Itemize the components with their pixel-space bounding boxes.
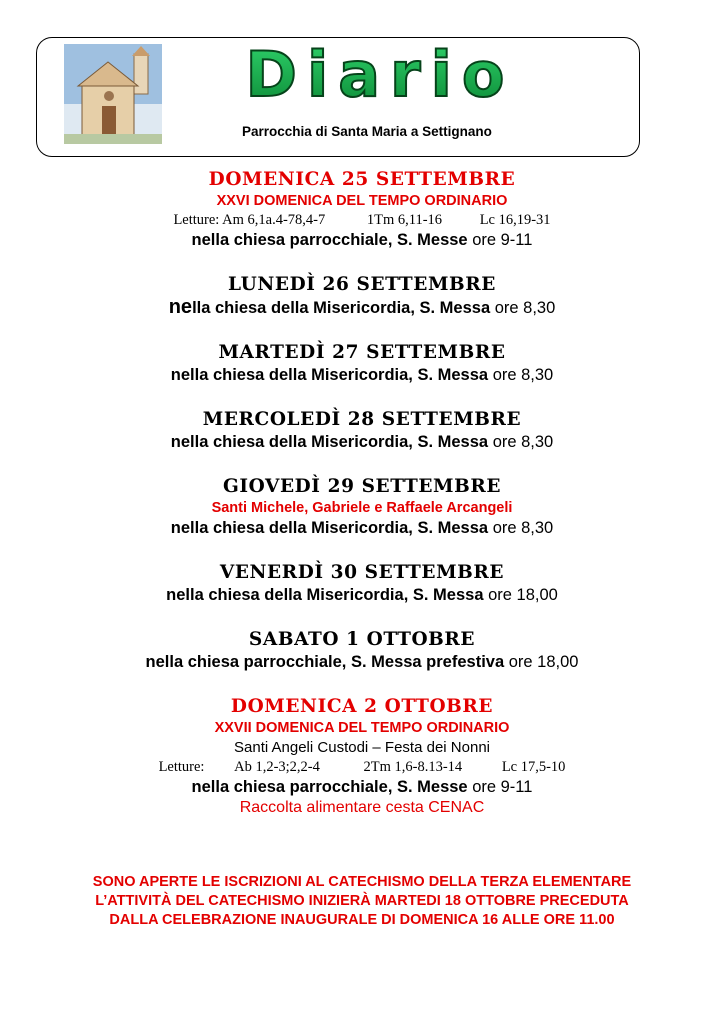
entry-date: MERCOLEDÌ 28 SETTEMBRE (202, 409, 522, 430)
entry-date: DOMENICA 2 OTTOBRE (230, 696, 494, 717)
entry-date: DOMENICA 25 SETTEMBRE (208, 169, 516, 190)
entry-mass: nella chiesa parrocchiale, S. Messe ore 9-11 (191, 231, 533, 249)
svg-text:Diario: Diario (245, 44, 515, 106)
entry-feast: Santi Michele, Gabriele e Raffaele Arcangeli (211, 500, 513, 516)
entry-date: GIOVEDÌ 29 SETTEMBRE (222, 476, 502, 497)
entry-date: MARTEDÌ 27 SETTEMBRE (218, 342, 506, 363)
church-image (64, 44, 162, 144)
entry-mass: nella chiesa della Misericordia, S. Messa ore 8,30 (170, 433, 554, 451)
entry-sep-25 (0, 168, 724, 251)
entry-mass: nella chiesa parrocchiale, S. Messe ore 9-11 (191, 778, 533, 796)
entry-readings: Letture: Ab 1,2-3;2,2-4 2Tm 1,6-8.13-14 Lc 17,5-10 (158, 759, 566, 775)
parish-name: Parrocchia di Santa Maria a Settignano (242, 124, 492, 139)
entry-date: SABATO 1 OTTOBRE (248, 629, 476, 650)
entry-sep-29 (0, 475, 724, 539)
entry-sep-26 (0, 273, 724, 319)
entry-mass: nella chiesa della Misericordia, S. Messa ore 18,00 (166, 586, 558, 604)
schedule (0, 168, 724, 840)
entry-mass: nella chiesa della Misericordia, S. Messa ore 8,30 (168, 296, 556, 318)
entry-mass: nella chiesa della Misericordia, S. Messa ore 8,30 (170, 366, 554, 384)
entry-readings: Letture: Am 6,1a.4-78,4-7 1Tm 6,11-16 Lc 16,19-31 (173, 212, 551, 228)
diario-title (185, 44, 575, 106)
notice-line: DALLA CELEBRAZIONE INAUGURALE DI DOMENICA 16 ALLE ORE 11.00 (109, 912, 615, 928)
entry-mass: nella chiesa della Misericordia, S. Messa ore 8,30 (170, 519, 554, 537)
entry-date: LUNEDÌ 26 SETTEMBRE (228, 274, 496, 295)
entry-feast: XXVII DOMENICA DEL TEMPO ORDINARIO (214, 720, 510, 736)
entry-sep-30 (0, 561, 724, 606)
entry-note-red: Raccolta alimentare cesta CENAC (239, 799, 485, 816)
entry-sep-27 (0, 341, 724, 386)
entry-feast: XXVI DOMENICA DEL TEMPO ORDINARIO (216, 193, 508, 209)
catechism-notice (0, 873, 724, 930)
entry-sep-28 (0, 408, 724, 453)
notice-line: L’ATTIVITÀ DEL CATECHISMO INIZIERÀ MARTEDI 18 OTTOBRE PRECEDUTA (95, 893, 629, 909)
entry-note: Santi Angeli Custodi – Festa dei Nonni (234, 739, 490, 756)
notice-line: SONO APERTE LE ISCRIZIONI AL CATECHISMO DELLA TERZA ELEMENTARE (92, 874, 632, 890)
entry-oct-1 (0, 628, 724, 673)
entry-mass: nella chiesa parrocchiale, S. Messa prefestiva ore 18,00 (145, 653, 579, 671)
entry-date: VENERDÌ 30 SETTEMBRE (219, 562, 505, 583)
entry-oct-2 (0, 695, 724, 818)
